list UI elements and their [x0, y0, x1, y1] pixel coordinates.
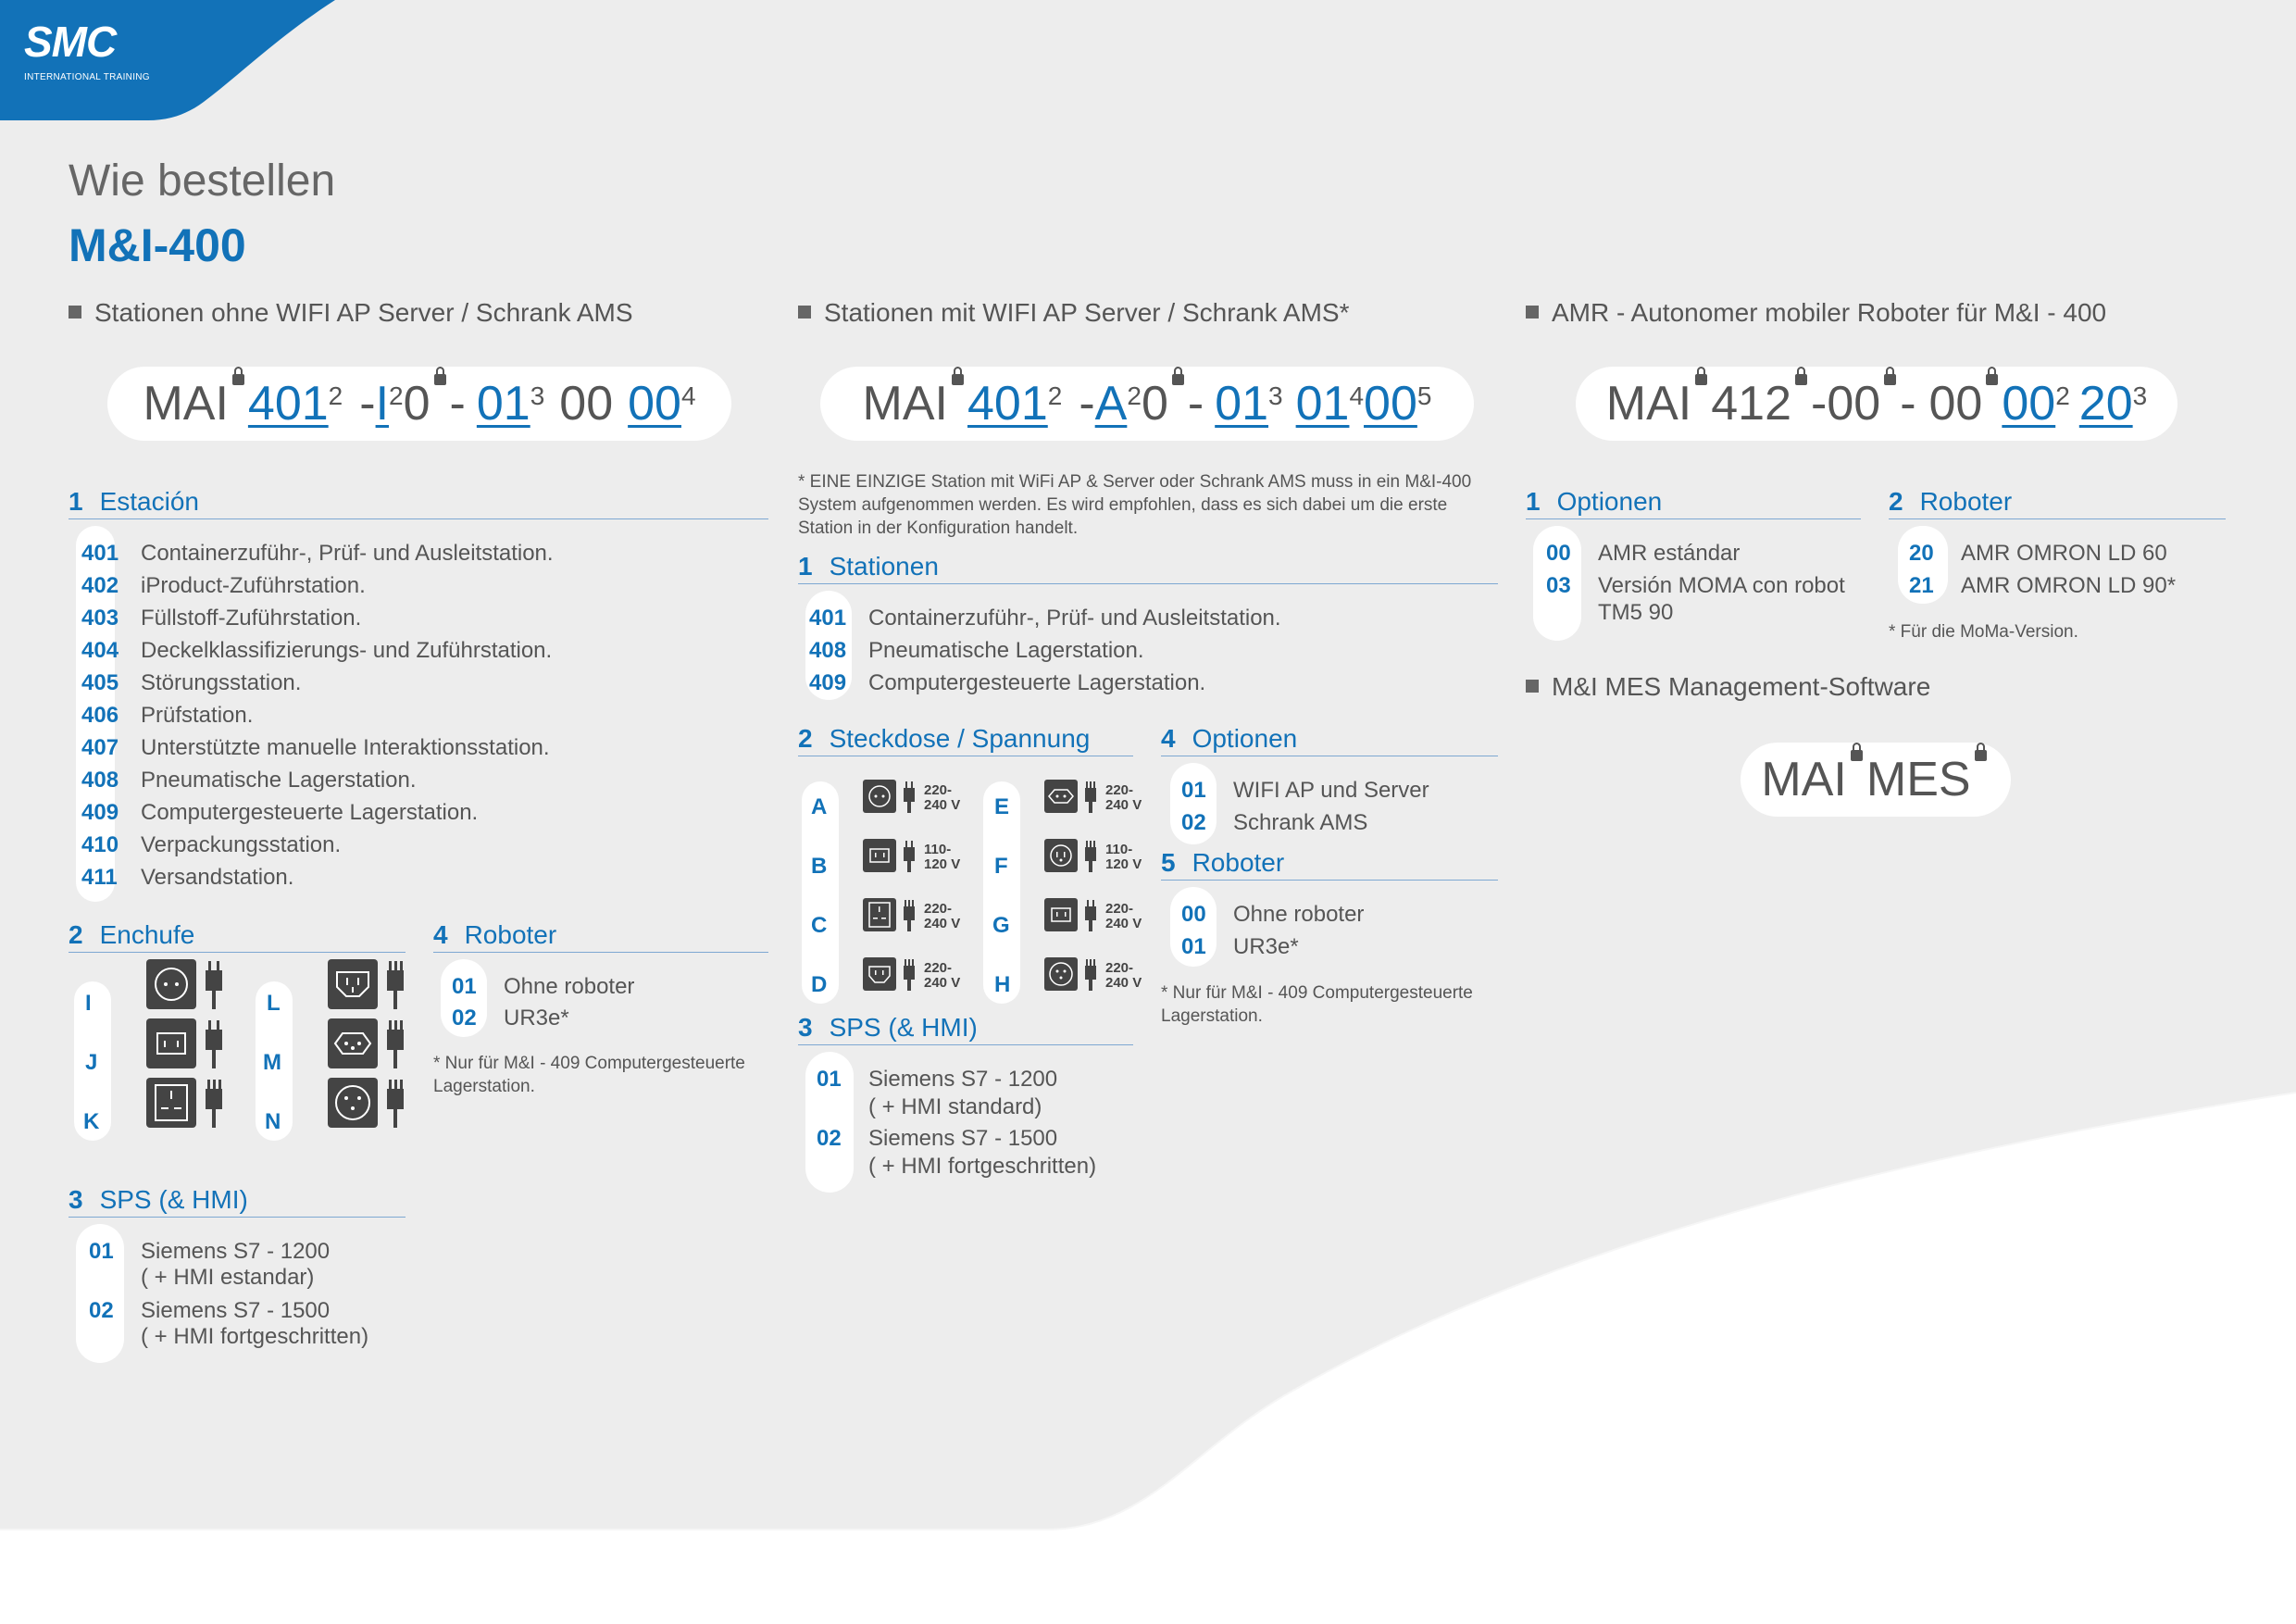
socket-letter-e: E	[994, 794, 1010, 819]
col2-section-sps: 3 SPS (& HMI)	[798, 1013, 1133, 1045]
station-code: 410	[81, 832, 119, 857]
station-description: Pneumatische Lagerstation.	[141, 768, 417, 793]
station-description: Füllstoff-Zuführstation.	[141, 606, 362, 631]
station-description: Unterstützte manuelle Interaktionsstation.	[141, 735, 550, 760]
socket-letter-a: A	[811, 794, 828, 819]
station-code: 408	[81, 768, 119, 793]
station-code: 401	[81, 541, 119, 566]
plug-letter-j: J	[85, 1050, 98, 1075]
station-description: Störungsstation.	[141, 670, 302, 695]
station-code: 403	[81, 606, 119, 631]
lock-icon	[1172, 374, 1184, 385]
plug-type-k-icon	[146, 1078, 228, 1130]
plug-letter-n: N	[265, 1109, 281, 1134]
lock-icon	[1975, 750, 1987, 761]
socket-type-h-icon	[1044, 957, 1102, 993]
plug-type-j-icon	[146, 1018, 228, 1070]
plug-letter-i: I	[85, 991, 92, 1016]
station-code: 402	[81, 573, 119, 598]
socket-type-a-icon	[863, 780, 920, 815]
socket-letter-d: D	[811, 972, 828, 997]
plug-type-m-icon	[328, 1018, 409, 1070]
col2-section-roboter: 5 Roboter	[1161, 848, 1498, 881]
socket-h-voltage: 220- 240 V	[1105, 960, 1142, 991]
col3-robot-note: * Für die MoMa-Version.	[1889, 622, 2078, 642]
lock-icon	[1884, 374, 1896, 385]
station-code: 407	[81, 735, 119, 760]
plug-type-l-icon	[328, 959, 409, 1011]
station-description: Containerzuführ-, Prüf- und Ausleitstation.	[141, 541, 554, 566]
station-description: iProduct-Zuführstation.	[141, 573, 366, 598]
plug-letter-m: M	[263, 1050, 281, 1075]
lock-icon	[1851, 750, 1863, 761]
socket-letter-g: G	[992, 913, 1010, 938]
socket-c-voltage: 220- 240 V	[924, 901, 961, 931]
col2-section-steckdose: 2 Steckdose / Spannung	[798, 724, 1133, 756]
model-title: M&I-400	[69, 219, 246, 271]
plug-type-n-icon	[328, 1078, 409, 1130]
station-code: 409	[81, 800, 119, 825]
socket-letter-f: F	[994, 854, 1008, 879]
socket-type-e-icon	[1044, 780, 1102, 815]
logo-subtitle: INTERNATIONAL TRAINING	[24, 72, 150, 82]
col1-section-roboter: 4 Roboter	[433, 920, 768, 953]
smc-logo[interactable]: SMC	[24, 18, 117, 66]
col1-heading: Stationen ohne WIFI AP Server / Schrank AMS	[69, 298, 633, 328]
col1-section-enchufe: 2 Enchufe	[69, 920, 406, 953]
station-code: 405	[81, 670, 119, 695]
col3-order-code: MAI 412 - 00 - 00 00 $^2$ 20 $^3$	[1576, 367, 2177, 441]
socket-letter-h: H	[994, 972, 1011, 997]
plug-letter-k: K	[83, 1109, 100, 1134]
bullet-square-icon	[69, 306, 81, 319]
station-description: Verpackungsstation.	[141, 832, 342, 857]
socket-a-voltage: 220- 240 V	[924, 782, 961, 813]
lock-icon	[434, 374, 446, 385]
lock-icon	[1795, 374, 1807, 385]
socket-f-voltage: 110- 120 V	[1105, 842, 1142, 872]
lock-icon	[232, 374, 244, 385]
socket-b-voltage: 110- 120 V	[924, 842, 961, 872]
socket-e-voltage: 220- 240 V	[1105, 782, 1142, 813]
socket-letter-b: B	[811, 854, 828, 879]
col3-section-optionen: 1 Optionen	[1526, 487, 1861, 519]
lock-icon	[952, 374, 964, 385]
socket-type-f-icon	[1044, 839, 1102, 874]
bullet-square-icon	[1526, 306, 1539, 319]
station-description: Versandstation.	[141, 865, 294, 890]
station-description: Prüfstation.	[141, 703, 254, 728]
col2-heading: Stationen mit WIFI AP Server / Schrank AMS*	[798, 298, 1349, 328]
col1-section-estacion: 1 Estación	[69, 487, 768, 519]
socket-letter-c: C	[811, 913, 828, 938]
lock-icon	[1986, 374, 1998, 385]
col1-order-code: MAI 401 $^2$ - I $^2$ 0 - 01 $^3$ 00 00 $^4$	[107, 367, 731, 441]
station-code: 411	[81, 865, 118, 890]
station-description: Deckelklassifizierungs- und Zuführstation.	[141, 638, 553, 663]
col1-robot-note: * Nur für M&I - 409 Computergesteuerte Lagerstation.	[433, 1054, 745, 1096]
col1-section-sps: 3 SPS (& HMI)	[69, 1185, 406, 1218]
page-title: Wie bestellen	[69, 156, 336, 206]
col2-wifi-note: * EINE EINZIGE Station mit WiFi AP & Server oder Schrank AMS muss in ein M&I-400 System aufgenommen werden. Es wird empfohlen, dass es sich dabei um die erste Station in der Konfiguration handelt.	[798, 472, 1472, 538]
plug-letter-l: L	[267, 991, 281, 1016]
col2-section-optionen: 4 Optionen	[1161, 724, 1498, 756]
col3-mes-heading: M&I MES Management-Software	[1526, 672, 1930, 702]
socket-type-g-icon	[1044, 898, 1102, 933]
station-code: 404	[81, 638, 119, 663]
col2-section-stationen: 1 Stationen	[798, 552, 1498, 584]
station-code: 406	[81, 703, 119, 728]
col3-section-roboter: 2 Roboter	[1889, 487, 2226, 519]
col3-mes-code: MAI MES	[1741, 743, 2011, 817]
col2-robot-note: * Nur für M&I - 409 Computergesteuerte Lagerstation.	[1161, 983, 1473, 1026]
col2-order-code: MAI 401 $^2$ - A $^2$ 0 - 01 $^3$ 01 $^4$ 00 $^5$	[820, 367, 1474, 441]
col3-heading: AMR - Autonomer mobiler Roboter für M&I - 400	[1526, 298, 2106, 328]
socket-d-voltage: 220- 240 V	[924, 960, 961, 991]
bullet-square-icon	[798, 306, 811, 319]
bullet-square-icon	[1526, 680, 1539, 693]
lock-icon	[1695, 374, 1707, 385]
socket-type-d-icon	[863, 957, 920, 993]
station-description: Computergesteuerte Lagerstation.	[141, 800, 479, 825]
socket-g-voltage: 220- 240 V	[1105, 901, 1142, 931]
socket-type-c-icon	[863, 898, 920, 933]
socket-type-b-icon	[863, 839, 920, 874]
plug-type-i-icon	[146, 959, 228, 1011]
